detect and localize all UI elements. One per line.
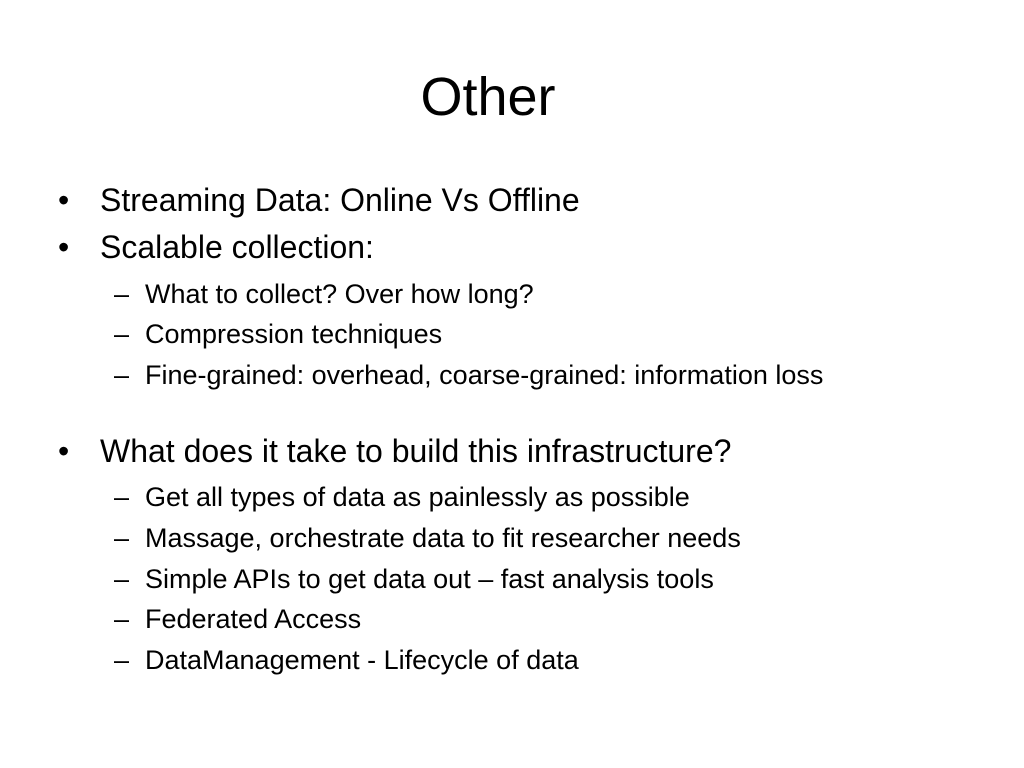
sub-item-text: Compression techniques <box>145 319 443 349</box>
sub-item-simple-apis <box>114 563 714 595</box>
dash-marker: – <box>114 360 130 390</box>
sub-item-text: DataManagement - Lifecycle of data <box>145 645 579 675</box>
bullet-marker: • <box>58 182 70 218</box>
dash-marker: – <box>114 523 130 553</box>
dash-marker: – <box>114 279 130 309</box>
bullet-item-scalable-collection <box>58 229 374 266</box>
bullet-text: Scalable collection: <box>100 229 374 265</box>
sub-item-text: Simple APIs to get data out – fast analysis tools <box>145 564 714 594</box>
sub-item-text: Federated Access <box>145 604 362 634</box>
sub-item-what-to-collect <box>114 278 534 310</box>
sub-item-text: Fine-grained: overhead, coarse-grained: information loss <box>145 360 824 390</box>
dash-marker: – <box>114 645 130 675</box>
sub-item-text: What to collect? Over how long? <box>145 279 534 309</box>
dash-marker: – <box>114 482 130 512</box>
sub-item-text: Get all types of data as painlessly as possible <box>145 482 690 512</box>
sub-item-data-management <box>114 644 579 676</box>
bullet-item-streaming-data <box>58 182 580 219</box>
bullet-item-infrastructure <box>58 433 732 470</box>
bullet-marker: • <box>58 229 70 265</box>
dash-marker: – <box>114 564 130 594</box>
sub-item-get-all-types <box>114 481 690 513</box>
bullet-marker: • <box>58 433 70 469</box>
dash-marker: – <box>114 319 130 349</box>
sub-item-federated-access <box>114 603 362 635</box>
bullet-text: What does it take to build this infrastructure? <box>100 433 732 469</box>
sub-item-fine-grained <box>114 359 945 391</box>
sub-item-text: Massage, orchestrate data to fit researcher needs <box>145 523 741 553</box>
sub-item-compression <box>114 318 443 350</box>
dash-marker: – <box>114 604 130 634</box>
bullet-text: Streaming Data: Online Vs Offline <box>100 182 580 218</box>
slide-title: Other <box>420 67 556 127</box>
sub-item-massage <box>114 522 741 554</box>
